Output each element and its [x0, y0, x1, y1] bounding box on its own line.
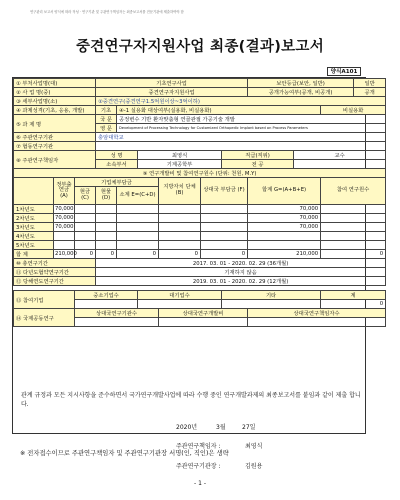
budget-col-researchers: 참여 연구원수 [321, 178, 386, 205]
budget-total [248, 232, 321, 241]
security-label: 보안등급(보안, 일반) [248, 79, 354, 88]
practical-value: 비실용화 [321, 106, 386, 115]
pi-dept-value: 기계공학부 [138, 160, 222, 169]
budget-sum-label: 합 계 [14, 250, 54, 259]
budget-other [201, 232, 248, 241]
budget-inkind [96, 205, 117, 214]
pi-name-label: 성 명 [96, 151, 138, 160]
budget-gov: 70,000 [55, 206, 74, 212]
budget-cash [75, 241, 96, 250]
row-multiyear-period [14, 268, 386, 277]
budget-row [14, 223, 386, 232]
budget-researchers [321, 232, 386, 241]
pi-position-value: 교수 [294, 151, 386, 160]
budget-researchers [321, 223, 386, 232]
institution-name: 김원용 [245, 463, 263, 470]
kor-title: 공정변수 기반 환자맞춤형 연골관절 가공기술 개발 [117, 115, 386, 124]
budget-period: 3차년도 [14, 223, 54, 232]
budget-inkind [96, 241, 117, 250]
page-title: 중견연구자지원사업 최종(결과)보고서 [75, 39, 325, 55]
companies-col-sum: 계 [321, 291, 386, 300]
nature-label: ④ 과제성격(기초, 응용, 개발) [14, 106, 96, 115]
total-period-label: ⑩ 총연구기간 [14, 259, 96, 268]
multiyear-period-value: 기재하지 않음 [96, 268, 386, 277]
pi-label: ⑧ 주관연구책임자 [14, 151, 96, 169]
budget-cash [75, 214, 96, 223]
budget-row [14, 214, 386, 223]
date-year: 2020년 [176, 424, 198, 431]
row-coop [14, 142, 386, 151]
budget-sum-researchers: 0 [321, 250, 386, 259]
intl-budget-value [159, 318, 248, 327]
companies-label: ⑬ 참여기업 [14, 291, 75, 309]
budget-col-private: 기업체부담금 [75, 178, 159, 187]
multiyear-period-label: ⑪ 다년도협약연구기간 [14, 268, 96, 277]
budget-col-total: 합계 G=(A+B+E) [248, 178, 321, 205]
institution-label: 주관연구기관장 : [176, 463, 221, 470]
info-table [13, 78, 386, 327]
budget-period: 2차년도 [14, 214, 54, 223]
budget-subtotal [117, 223, 159, 232]
budget-subtotal [117, 241, 159, 250]
budget-row [14, 241, 386, 250]
budget-sum-cash: 0 [75, 250, 96, 259]
public-value: 공개 [354, 88, 386, 97]
kor-label: 국 문 [96, 115, 117, 124]
budget-sum-subtotal: 0 [117, 250, 159, 259]
budget-col-period [14, 178, 54, 205]
row-ministry [14, 79, 386, 88]
footnote: ※ 전자접수이므로 주관연구책임자 및 주관연구기관장 서명(인, 직인)은 생략 [20, 450, 229, 457]
companies-sum-value: 0 [321, 300, 386, 309]
coop-label: ⑦ 협동연구기관 [14, 142, 96, 151]
budget-local [159, 205, 201, 214]
budget-col-inkind: 현물 (D) [96, 187, 117, 205]
budget-local [159, 214, 201, 223]
row-program [14, 88, 386, 97]
budget-other [201, 205, 248, 214]
budget-sum-other: 0 [201, 250, 248, 259]
researcher-label: 주관연구책임자 : [176, 443, 221, 450]
row-title-kor [14, 115, 386, 124]
intl-col-researchers: 상대국연구책임자수 [248, 309, 386, 318]
pi-major-label: 전 공 [222, 160, 294, 169]
budget-period: 1차년도 [14, 205, 54, 214]
budget-other [201, 241, 248, 250]
budget-title: ⑨ 연구개발비 및 참여연구원수 (단위: 천원, M.Y) [14, 169, 386, 178]
program-value: 중견연구자지원사업 [96, 88, 248, 97]
budget-col-cash: 현금 (C) [75, 187, 96, 205]
eng-title: Development of Processing Technology for Customized Orthopedic Implant based on Process Parameters [117, 124, 386, 133]
project-title-label: ⑤ 과 제 명 [14, 115, 96, 133]
intl-researchers-value [248, 318, 386, 327]
budget-period: 4차년도 [14, 232, 54, 241]
budget-local [159, 232, 201, 241]
intl-label: ⑭ 국제공동연구 [14, 309, 75, 327]
host-label: ⑥ 주관연구기관 [14, 133, 96, 142]
row-subprogram [14, 97, 386, 106]
budget-sum-total: 210,000 [248, 250, 321, 259]
companies-col-other: 기타 [222, 291, 321, 300]
budget-gov [54, 241, 75, 250]
companies-sme-value [75, 300, 138, 309]
budget-col-subtotal: 소계 E=(C+D) [117, 187, 159, 205]
budget-cash [75, 223, 96, 232]
ministry-value: 기초연구사업 [96, 79, 248, 88]
budget-other [201, 223, 248, 232]
current-period-label: ⑫ 당해연도연구기간 [14, 277, 96, 286]
companies-col-large: 대기업수 [138, 291, 222, 300]
coop-value [96, 142, 386, 151]
budget-researchers [321, 241, 386, 250]
budget-row [14, 205, 386, 214]
practical-label: ④-1 실용화 대상여부(실용화, 비실용화) [117, 106, 321, 115]
budget-gov: 70,000 [55, 224, 74, 230]
budget-subtotal [117, 205, 159, 214]
row-nature [14, 106, 386, 115]
budget-gov [54, 232, 75, 241]
budget-sum-inkind: 0 [96, 250, 117, 259]
intl-col-budget: 상대국연구개발비 [159, 309, 248, 318]
subprogram-label: ③ 세부사업명(소) [14, 97, 96, 106]
budget-inkind [96, 223, 117, 232]
budget-gov: 70,000 [55, 215, 74, 221]
budget-sum-row [14, 250, 386, 259]
form-id-badge: 양식A101 [327, 67, 361, 76]
budget-subtotal [117, 214, 159, 223]
host-value: 충암대학교 [96, 133, 386, 142]
nature-value: 기초 [96, 106, 117, 115]
budget-row [14, 232, 386, 241]
statement-text: 관계 규정과 모든 지시사항을 준수하면서 국가연구개발사업에 따라 수행 중인 연구개발과제의 최종보고서를 붙임과 같이 제출 합니다. [21, 392, 361, 408]
budget-cash [75, 205, 96, 214]
row-companies-head [14, 291, 386, 300]
companies-col-sme: 중소기업수 [75, 291, 138, 300]
budget-local [159, 241, 201, 250]
security-value: 일반 [354, 79, 386, 88]
intl-institutions-value [75, 318, 159, 327]
row-budget-group [14, 178, 386, 187]
budget-cash [75, 232, 96, 241]
row-intl-head [14, 309, 386, 318]
ministry-label: ① 부처사업명(대) [14, 79, 96, 88]
eng-label: 영 문 [96, 124, 117, 133]
budget-col-other: 상대국 부담금 (F) [201, 178, 248, 205]
row-total-period [14, 259, 386, 268]
row-pi-1 [14, 151, 386, 160]
budget-other [201, 214, 248, 223]
pi-position-label: 직급(직위) [222, 151, 294, 160]
budget-researchers [321, 205, 386, 214]
budget-period: 5차년도 [14, 241, 54, 250]
subprogram-value: ②중견연구(중견연구1.5억원이상~3억이하) [96, 97, 386, 106]
intl-col-institutions: 상대국연구기관수 [75, 309, 159, 318]
companies-large-value [138, 300, 222, 309]
budget-col-gov: 정부출연금 (A) [54, 178, 75, 205]
date-month: 3월 [216, 424, 226, 431]
public-label: 공개가능여부(공개, 비공개) [248, 88, 354, 97]
budget-inkind [96, 214, 117, 223]
budget-sum-gov: 210,000 [55, 251, 77, 257]
pi-dept-label: 소속부서 [96, 160, 138, 169]
pi-major-value [294, 160, 386, 169]
companies-other-value [222, 300, 321, 309]
researcher-name: 최영식 [245, 443, 263, 450]
budget-local [159, 223, 201, 232]
date-day: 27일 [242, 424, 256, 431]
budget-total: 70,000 [248, 214, 321, 223]
pi-name-value: 최영식 [138, 151, 222, 160]
current-period-value: 2019. 03. 01 - 2020. 02. 29 (12개월) [96, 277, 386, 286]
row-current-period [14, 277, 386, 286]
header-note: 연구관리 보고서 양식에 따라 작성 · 연구기관 및 주관연구책임자는 최종보고서를 전문기관에 제출하여야 함 [30, 10, 184, 14]
budget-inkind [96, 232, 117, 241]
page-number: - 1 - [194, 480, 206, 487]
budget-col-local: 지방자치 단체 (B) [159, 178, 201, 205]
row-host [14, 133, 386, 142]
budget-total: 70,000 [248, 205, 321, 214]
budget-total [248, 241, 321, 250]
budget-sum-local: 0 [159, 250, 201, 259]
program-label: ② 사 업 명(중) [14, 88, 96, 97]
budget-researchers [321, 214, 386, 223]
row-budget-title [14, 169, 386, 178]
budget-subtotal [117, 232, 159, 241]
budget-total: 70,000 [248, 223, 321, 232]
total-period-value: 2017. 03. 01 - 2020. 02. 29 (36개월) [96, 259, 386, 268]
